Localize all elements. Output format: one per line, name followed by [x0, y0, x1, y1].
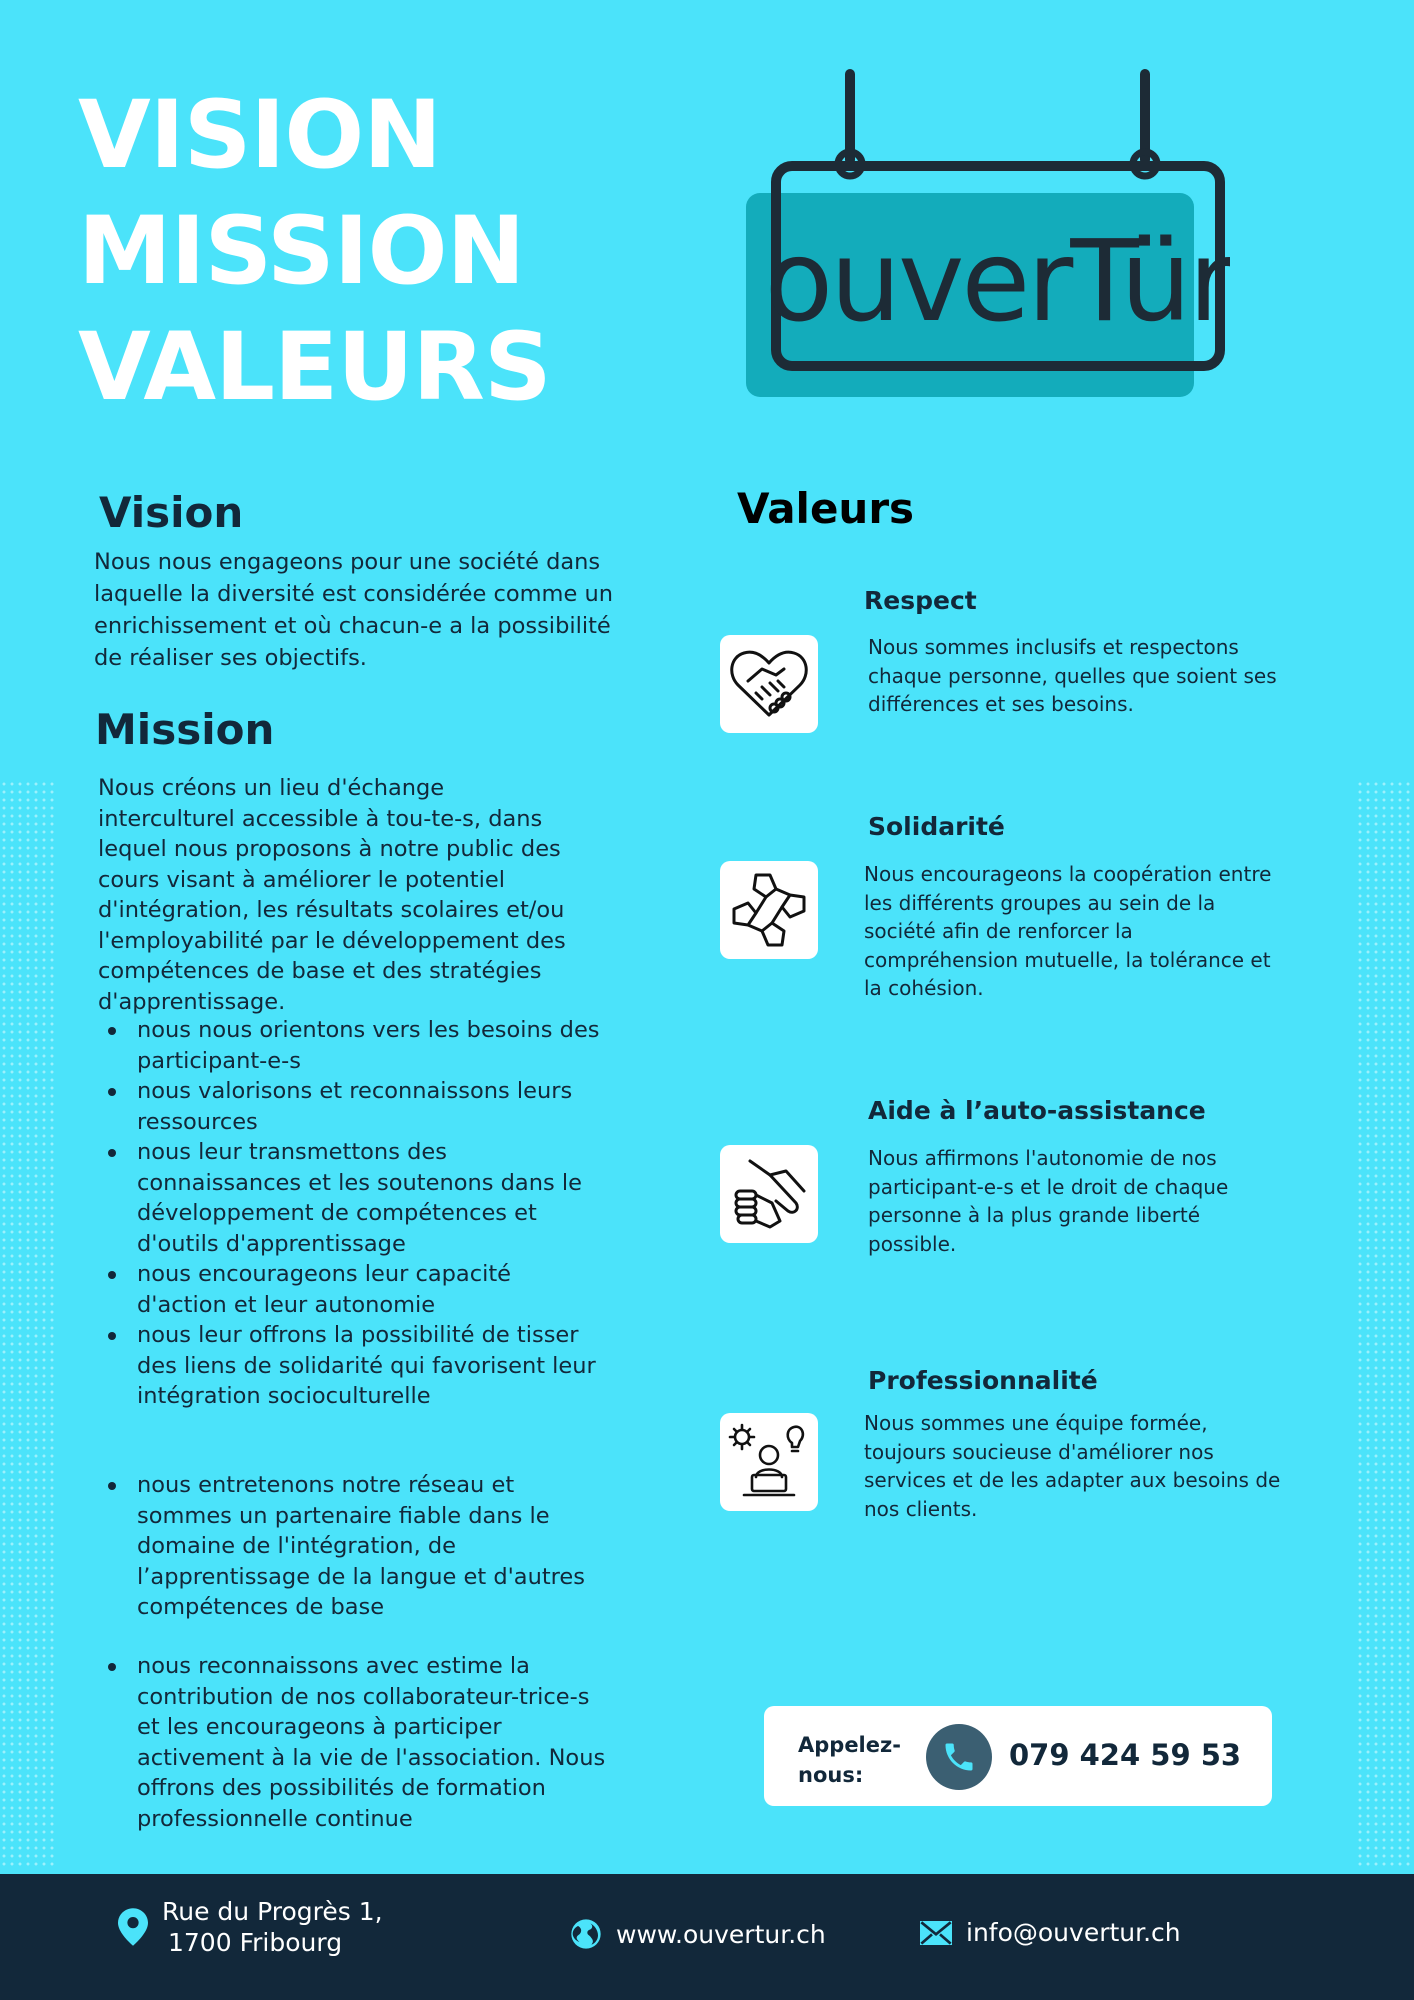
- heart-handshake-icon: [720, 635, 818, 733]
- call-label: Appelez-nous:: [798, 1733, 901, 1787]
- phone-number[interactable]: 079 424 59 53: [1009, 1738, 1242, 1772]
- phone-icon: [941, 1739, 977, 1775]
- valeur-text-auto-assistance: Nous affirmons l'autonomie de nos participant-e-s et le droit de chaque personne à la plus grande liberté possible.: [868, 1146, 1229, 1256]
- email-link[interactable]: info@ouvertur.ch: [966, 1918, 1181, 1947]
- helping-hand-icon: [720, 1145, 818, 1243]
- dot-pattern-right: [1356, 780, 1414, 1870]
- joined-hands-icon: [720, 861, 818, 959]
- footer-website[interactable]: [570, 1918, 826, 1950]
- title-line-valeurs: VALEURS: [78, 313, 551, 422]
- globe-icon: [570, 1918, 602, 1950]
- list-item: nous nous orientons vers les besoins des participant-e-s: [137, 1015, 607, 1076]
- valeur-title-respect: Respect: [864, 586, 977, 615]
- dot-pattern-left: [0, 780, 58, 1870]
- valeur-text-respect: Nous sommes inclusifs et respectons chaque personne, quelles que soient ses différences et ses besoins.: [868, 635, 1277, 716]
- professional-laptop-icon: [720, 1413, 818, 1511]
- valeur-title-solidarite: Solidarité: [868, 812, 1005, 841]
- list-item: nous encourageons leur capacité d'action et leur autonomie: [137, 1259, 607, 1320]
- title-line-vision: VISION: [78, 81, 441, 190]
- footer: [0, 1874, 1414, 2000]
- call-box: [764, 1706, 1272, 1806]
- location-pin-icon: [118, 1908, 148, 1946]
- mission-bullet-list-staff: [137, 1651, 607, 1834]
- footer-email[interactable]: [920, 1918, 1181, 1947]
- phone-call-button[interactable]: [926, 1724, 992, 1790]
- list-item: nous valorisons et reconnaissons leurs ressources: [137, 1076, 607, 1137]
- logo-text: ouverTür: [764, 217, 1230, 347]
- vision-text: Nous nous engageons pour une société dans laquelle la diversité est considérée comme un enrichissement et où chacun-e a la possibilité de réaliser ses objectifs.: [94, 549, 613, 671]
- vision-heading: Vision: [99, 488, 244, 537]
- ouvertur-logo: [742, 68, 1230, 404]
- mission-text: Nous créons un lieu d'échange interculturel accessible à tou-te-s, dans lequel nous proposons à notre public des cours visant à améliorer le potentiel d'intégration, les résultats scolaires et/ou l'employabilité par le développement des compétences de base et des stratégies d'apprentissage.: [98, 775, 566, 1015]
- title-line-mission: MISSION: [78, 197, 525, 306]
- page-title: [78, 78, 551, 426]
- valeur-text-solidarite: Nous encourageons la coopération entre les différents groupes au sein de la société afin de renforcer la compréhension mutuelle, la tolérance et la cohésion.: [864, 862, 1272, 1000]
- mission-bullet-list: [137, 1015, 607, 1412]
- valeurs-heading: Valeurs: [737, 484, 915, 533]
- list-item: nous leur transmettons des connaissances et les soutenons dans le développement de compétences et d'outils d'apprentissage: [137, 1137, 607, 1259]
- mission-bullet-list-network: [137, 1470, 607, 1623]
- list-item: nous entretenons notre réseau et sommes un partenaire fiable dans le domaine de l'intégration, de l’apprentissage de la langue et d'autres compétences de base: [137, 1470, 607, 1623]
- mission-heading: Mission: [95, 705, 275, 754]
- address-line-street: Rue du Progrès 1,: [162, 1897, 383, 1926]
- valeur-text-professionnalite: Nous sommes une équipe formée, toujours soucieuse d'améliorer nos services et de les adapter aux besoins de nos clients.: [864, 1411, 1281, 1521]
- website-link[interactable]: www.ouvertur.ch: [616, 1919, 826, 1949]
- list-item: nous reconnaissons avec estime la contribution de nos collaborateur-trice-s et les encourageons à participer activement à la vie de l'association. Nous offrons des possibilités de formation professionnelle continue: [137, 1651, 607, 1834]
- footer-address: [118, 1896, 383, 1958]
- mail-icon: [920, 1920, 952, 1946]
- list-item: nous leur offrons la possibilité de tisser des liens de solidarité qui favorisent leur intégration socioculturelle: [137, 1320, 607, 1412]
- valeur-title-auto-assistance: Aide à l’auto-assistance: [868, 1096, 1206, 1125]
- valeur-title-professionnalite: Professionnalité: [868, 1366, 1098, 1395]
- address-line-city: 1700 Fribourg: [168, 1928, 343, 1957]
